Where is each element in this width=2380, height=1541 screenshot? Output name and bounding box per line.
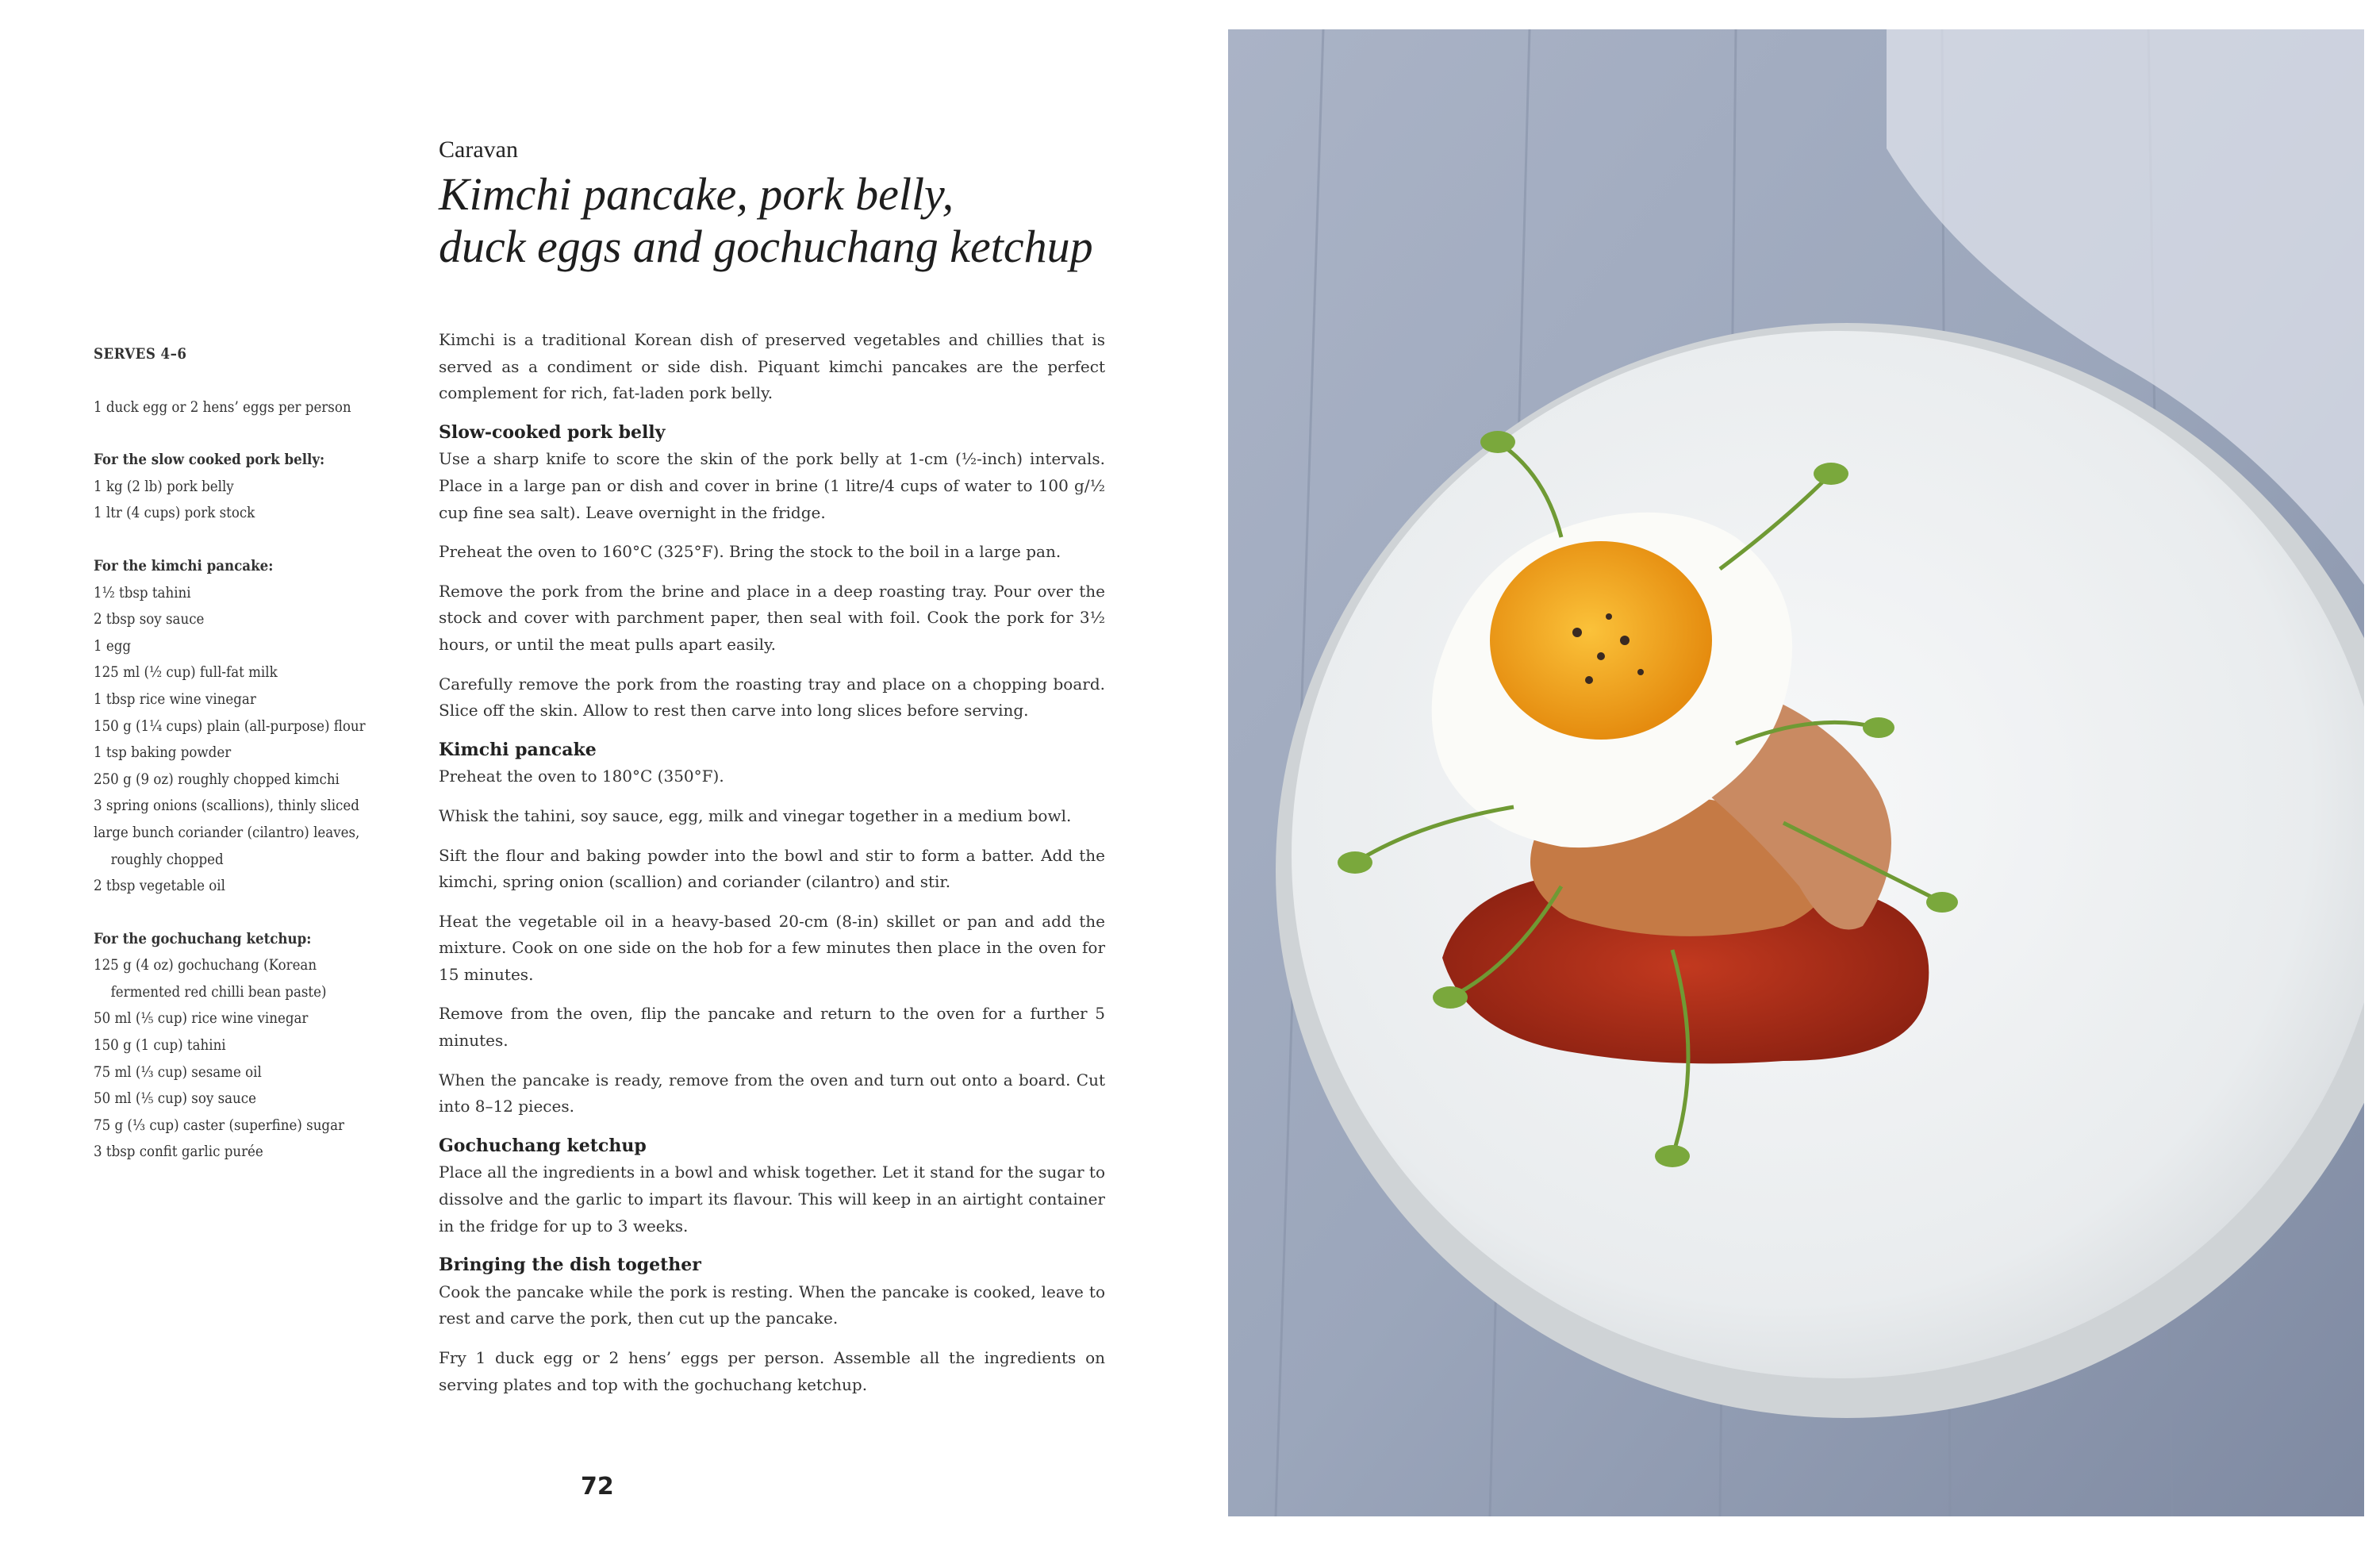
ingredient-group [94, 926, 386, 1166]
method-step: Cook the pancake while the pork is resting. When the pancake is cooked, leave to rest and carve the pork, then cut up the pancake. [439, 1282, 1105, 1328]
restaurant-name: Caravan [439, 136, 518, 163]
ingredient-group-heading: For the kimchi pancake: [94, 557, 274, 575]
ingredient-item: 125 ml (½ cup) full-fat milk [94, 664, 278, 682]
ingredient-item: 2 tbsp soy sauce [94, 611, 205, 628]
ingredient-item: 125 g (4 oz) gochuchang (Korean fermented red chilli bean paste) [94, 957, 327, 1001]
intro-ingredient: 1 duck egg or 2 hens’ eggs per person [94, 398, 351, 416]
ingredient-item: 1 tsp baking powder [94, 744, 232, 762]
method-section-heading: Slow-cooked pork belly [439, 421, 666, 443]
intro-paragraph: Kimchi is a traditional Korean dish of preserved vegetables and chillies that is served as a condiment or side dish. Piquant kimchi pancakes are the perfect complement for rich, fat-laden pork belly. [439, 330, 1105, 403]
method-step: Preheat the oven to 180°C (350°F). [439, 767, 724, 786]
method-step: Carefully remove the pork from the roasting tray and place on a chopping board. Slice off the skin. Allow to rest then carve into long slices before serving. [439, 674, 1105, 721]
ingredient-item: 150 g (1 cup) tahini [94, 1037, 226, 1055]
egg-yolk [1490, 541, 1712, 740]
ingredient-group-heading: For the slow cooked pork belly: [94, 452, 325, 469]
ingredient-item: 1½ tbsp tahini [94, 584, 191, 601]
ingredient-item: 50 ml (⅕ cup) rice wine vinegar [94, 1010, 309, 1028]
method-step: Heat the vegetable oil in a heavy-based 20-cm (8-in) skillet or pan and add the mixture. Cook on one side on the hob for a few minutes then place in the oven for 15 minutes. [439, 911, 1105, 984]
ingredient-item: 150 g (1¼ cups) plain (all-purpose) flour [94, 717, 366, 735]
ingredient-group [94, 553, 386, 900]
recipe-title-line-2: duck eggs and gochuchang ketchup [439, 221, 1093, 272]
method-section-heading: Gochuchang ketchup [439, 1135, 647, 1156]
ingredient-item: large bunch coriander (cilantro) leaves, roughly chopped [94, 824, 360, 868]
ingredient-item: 50 ml (⅕ cup) soy sauce [94, 1090, 256, 1108]
page-number: 72 [581, 1473, 614, 1501]
method-step: Remove from the oven, flip the pancake and return to the oven for a further 5 minutes. [439, 1004, 1105, 1051]
ingredient-group [94, 447, 386, 527]
method-step: When the pancake is ready, remove from the oven and turn out onto a board. Cut into 8–12 pieces. [439, 1070, 1105, 1116]
method-step: Whisk the tahini, soy sauce, egg, milk and vinegar together in a medium bowl. [439, 805, 1072, 825]
method-step: Place all the ingredients in a bowl and whisk together. Let it stand for the sugar to dissolve and the garlic to impart its flavour. This will keep in an airtight container in the fridge for up to 3 weeks. [439, 1162, 1105, 1235]
method-sections [439, 420, 1105, 1398]
recipe-title [439, 168, 1153, 273]
method-step: Remove the pork from the brine and place in a deep roasting tray. Pour over the stock and cover with parchment paper, then seal with foil. Cook the pork for 3½ hours, or until the meat pulls apart easily. [439, 581, 1105, 654]
method-step: Preheat the oven to 160°C (325°F). Bring the stock to the boil in a large pan. [439, 542, 1061, 562]
ingredient-item: 3 spring onions (scallions), thinly sliced [94, 797, 359, 815]
ingredient-item: 75 ml (⅓ cup) sesame oil [94, 1063, 262, 1081]
dish-photo [1228, 29, 2364, 1516]
ingredient-item: 75 g (⅓ cup) caster (superfine) sugar [94, 1116, 344, 1134]
ingredient-item: 1 kg (2 lb) pork belly [94, 478, 234, 495]
method-step: Fry 1 duck egg or 2 hens’ eggs per person. Assemble all the ingredients on serving plates and top with the gochuchang ketchup. [439, 1348, 1105, 1394]
method-column [439, 327, 1105, 1411]
ingredient-item: 1 ltr (4 cups) pork stock [94, 505, 255, 522]
method-section-heading: Kimchi pancake [439, 739, 597, 760]
serves-label: SERVES 4–6 [94, 346, 187, 363]
ingredient-item: 1 egg [94, 637, 132, 655]
method-step: Sift the flour and baking powder into the bowl and stir to form a batter. Add the kimchi, spring onion (scallion) and coriander (cilantro) and stir. [439, 845, 1105, 892]
dish-illustration [1228, 29, 2364, 1516]
ingredient-item: 2 tbsp vegetable oil [94, 878, 225, 895]
ingredients-column [94, 341, 386, 1192]
recipe-title-line-1: Kimchi pancake, pork belly, [439, 168, 954, 220]
ingredient-group-heading: For the gochuchang ketchup: [94, 930, 312, 947]
ingredient-item: 1 tbsp rice wine vinegar [94, 690, 256, 708]
ingredient-groups [94, 447, 386, 1166]
ingredient-item: 250 g (9 oz) roughly chopped kimchi [94, 770, 340, 788]
method-step: Use a sharp knife to score the skin of the pork belly at 1-cm (½-inch) intervals. Place in a large pan or dish and cover in brine (1 litre/4 cups of water to 100 g/½ cup fine sea salt). Leave overnight in the fridge. [439, 449, 1105, 522]
ingredient-item: 3 tbsp confit garlic purée [94, 1143, 263, 1161]
method-section-heading: Bringing the dish together [439, 1255, 701, 1276]
